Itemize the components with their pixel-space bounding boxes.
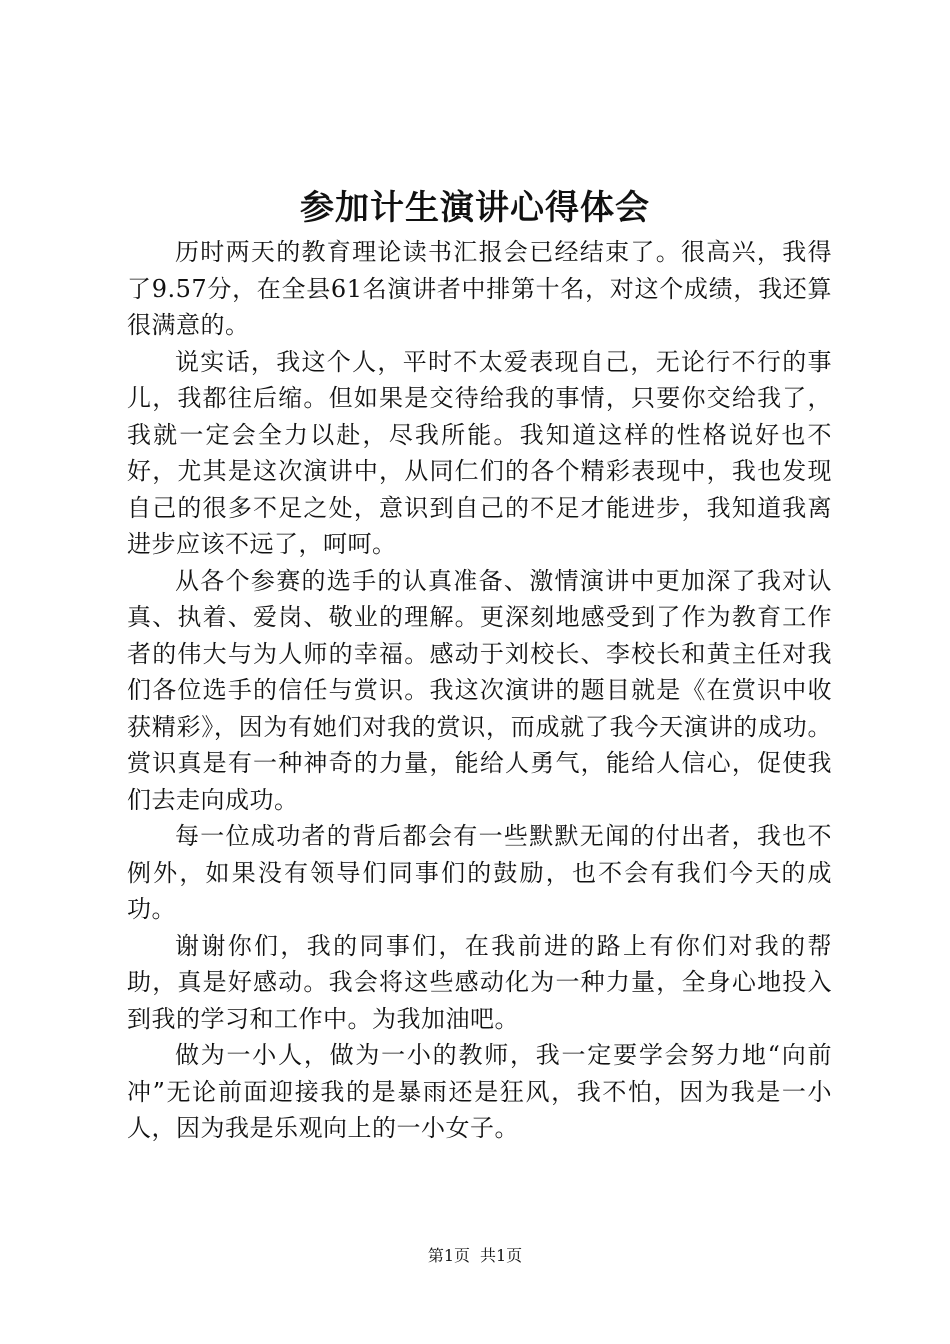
document-title: 参加计生演讲心得体会 bbox=[300, 188, 650, 228]
paragraph-6: 做为一小人，做为一小的教师，我一定要学会努力地“向前冲”无论前面迎接我的是暴雨还是狂风，我不怕，因为我是一小人，因为我是乐观向上的一小女子。 bbox=[127, 1041, 832, 1142]
paragraph-4: 每一位成功者的背后都会有一些默默无闻的付出者，我也不例外，如果没有领导们同事们的鼓励，也不会有我们今天的成功。 bbox=[127, 822, 832, 923]
paragraph-1: 历时两天的教育理论读书汇报会已经结束了。很高兴，我得了9.57分，在全县61名演讲者中排第十名，对这个成绩，我还算很满意的。 bbox=[127, 238, 832, 339]
document-body bbox=[127, 234, 832, 1147]
page-total: 共1页 bbox=[480, 1246, 523, 1265]
paragraph-3: 从各个参赛的选手的认真准备、激情演讲中更加深了我对认真、执着、爱岗、敬业的理解。更深刻地感受到了作为教育工作者的伟大与为人师的幸福。感动于刘校长、李校长和黄主任对我们各位选手的信任与赏识。我这次演讲的题目就是《在赏识中收获精彩》，因为有她们对我的赏识，而成就了我今天演讲的成功。赏识真是有一种神奇的力量，能给人勇气，能给人信心，促使我们去走向成功。 bbox=[127, 566, 832, 814]
page-footer bbox=[0, 1245, 950, 1267]
page-number: 第1页 bbox=[427, 1246, 470, 1265]
paragraph-5: 谢谢你们，我的同事们，在我前进的路上有你们对我的帮助，真是好感动。我会将这些感动化为一种力量，全身心地投入到我的学习和工作中。为我加油吧。 bbox=[127, 931, 832, 1033]
paragraph-2: 说实话，我这个人，平时不太爱表现自己，无论行不行的事儿，我都往后缩。但如果是交待给我的事情，只要你交给我了，我就一定会全力以赴，尽我所能。我知道这样的性格说好也不好，尤其是这次演讲中，从同仁们的各个精彩表现中，我也发现自己的很多不足之处，意识到自己的不足才能进步，我知道我离进步应该不远了，呵呵。 bbox=[127, 347, 832, 558]
